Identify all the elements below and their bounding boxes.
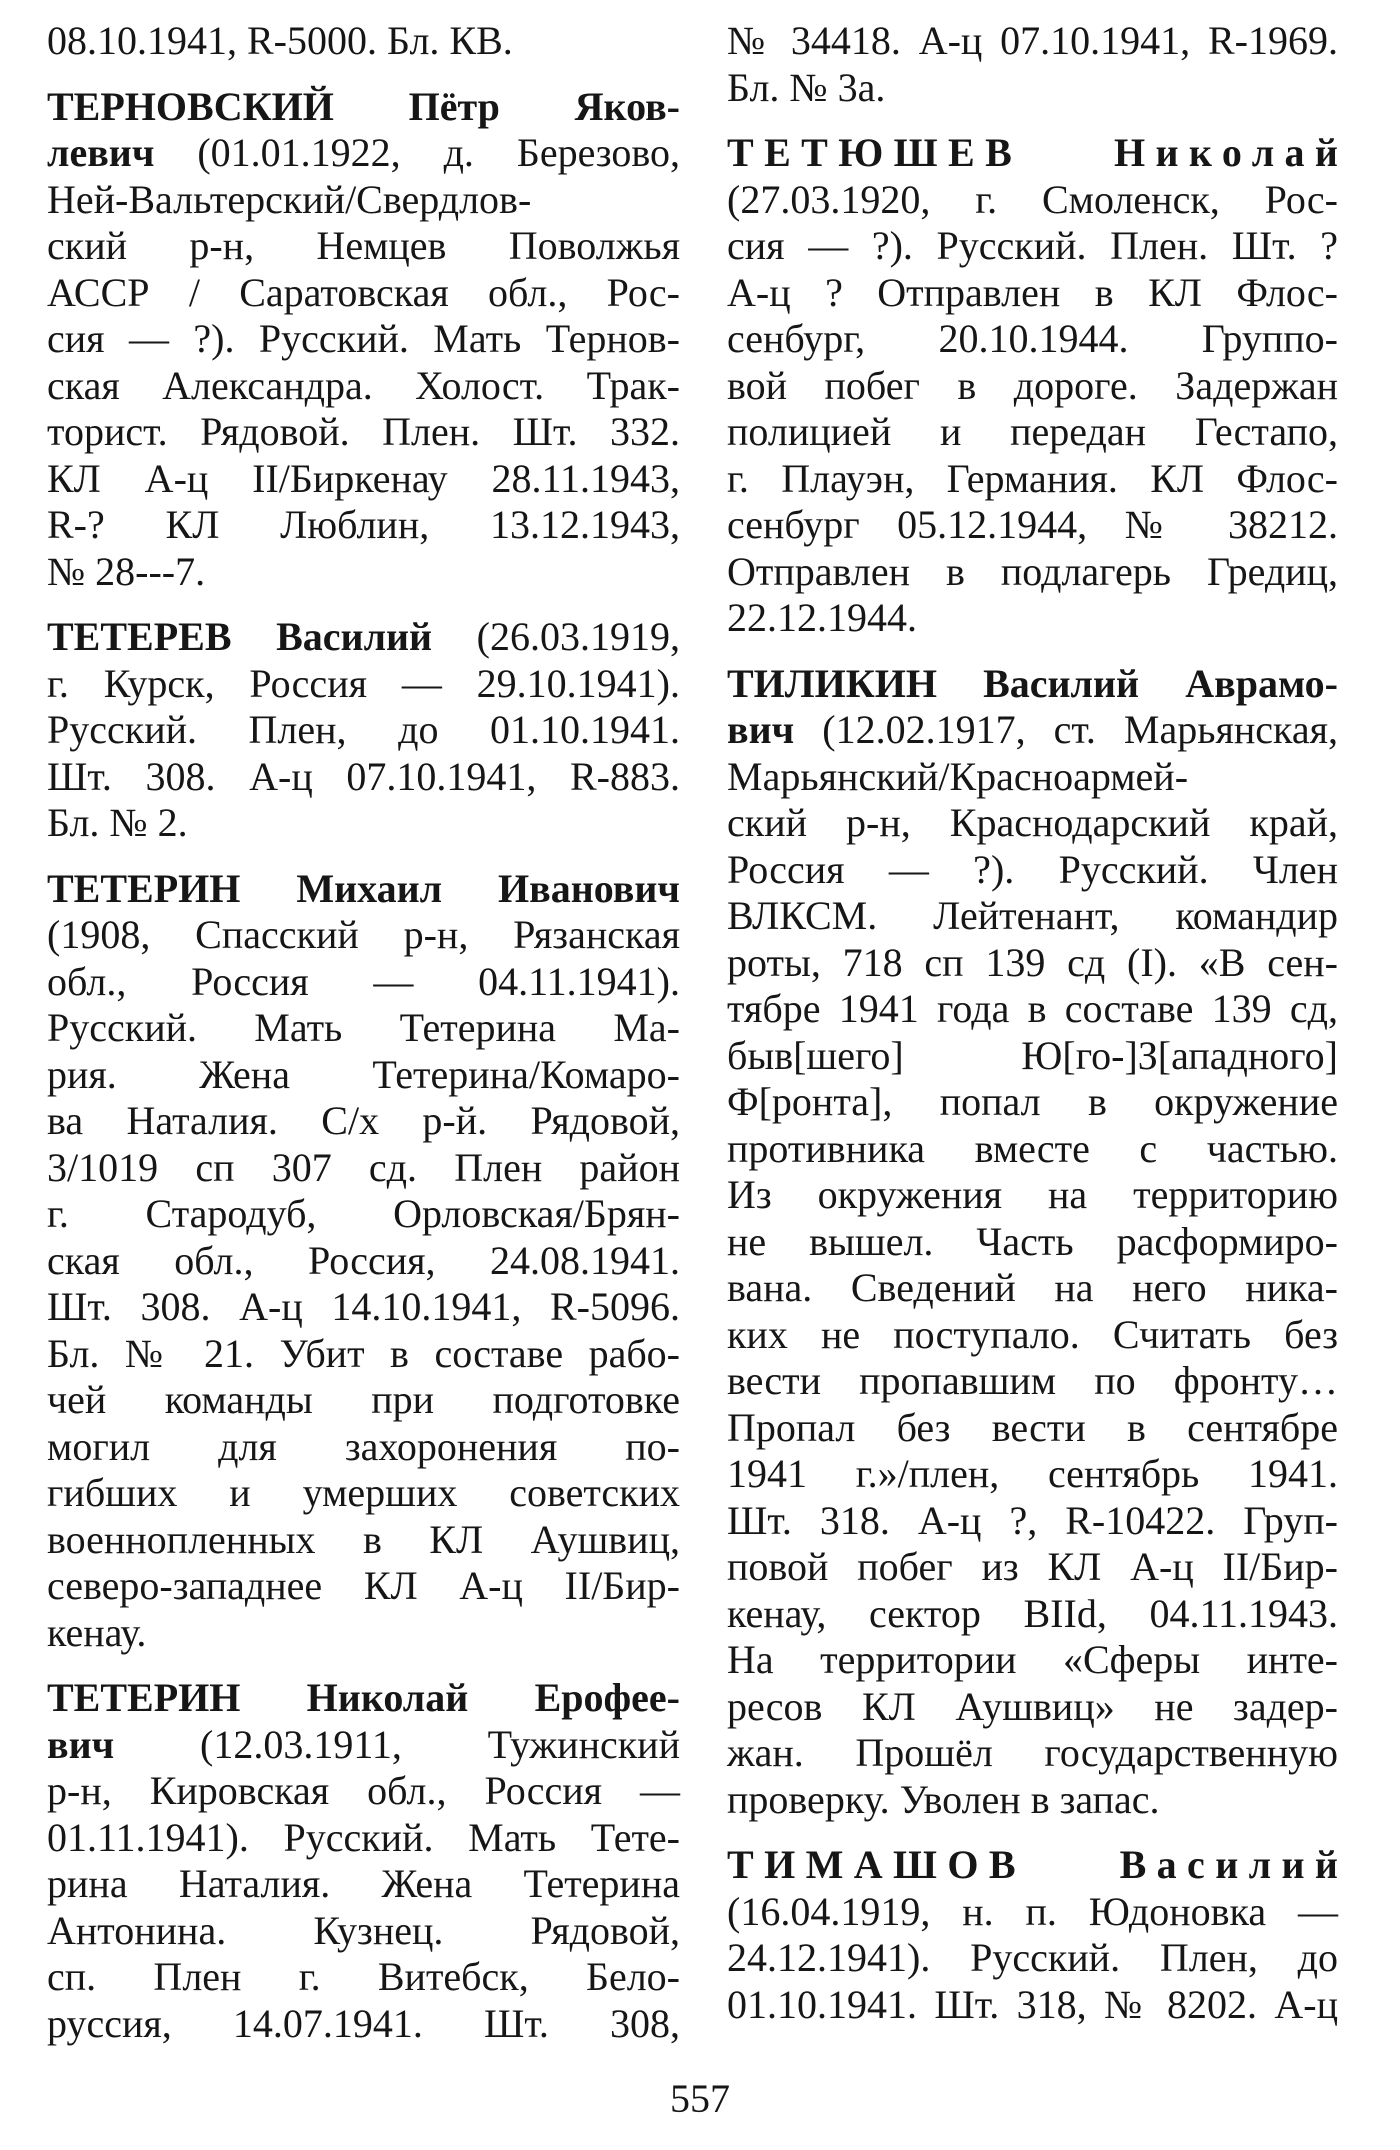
entry-line: КЛ А-ц II/Биркенау 28.11.1943,: [47, 455, 680, 501]
entry-line: Из окружения на территорию: [727, 1172, 1338, 1217]
dictionary-entry: [47, 614, 680, 847]
entry-line: северо-западнее КЛ А-ц II/Бир-: [47, 1563, 680, 1608]
entry-line: Пропал без вести в сентябре: [727, 1404, 1338, 1450]
entry-headword-line: [727, 1842, 1349, 1889]
entry-line: ТЕТЕРЕВ Василий (26.03.1919,: [47, 614, 680, 659]
entry-line: ская Александра. Холост. Трак-: [47, 362, 680, 408]
entry-line: тябре 1941 года в составе 139 сд,: [727, 986, 1338, 1031]
entry-line: противника вместе с частью.: [727, 1125, 1338, 1171]
entry-line: Марьянский/Красноармей-: [727, 753, 1189, 799]
entry-line: г. Стародуб, Орловская/Брян-: [47, 1191, 680, 1236]
entry-line: ТЕТЕРИН Михаил Иванович: [47, 865, 680, 911]
entry-line: ский р-н, Немцев Поволжья: [47, 223, 680, 268]
entry-line: АССР / Саратовская обл., Рос-: [47, 269, 680, 315]
entry-line: № 28---7.: [47, 548, 206, 594]
entry-line: обл., Россия — 04.11.1941).: [47, 958, 680, 1004]
entry-line: торист. Рядовой. Плен. Шт. 332.: [47, 409, 680, 454]
dictionary-entry: [47, 18, 680, 65]
entry-line: вана. Сведений на него ника-: [727, 1265, 1338, 1310]
column-left: [47, 18, 680, 2047]
entry-line: А-ц ? Отправлен в КЛ Флос-: [727, 269, 1338, 315]
entry-line: руссия, 14.07.1941. Шт. 308,: [47, 2000, 680, 2046]
entry-line: вести пропавшим по фронту…: [727, 1358, 1338, 1403]
headword-word: ТЕТЮШЕВ: [727, 130, 1023, 175]
entry-line: Бл. № 3а.: [727, 64, 886, 110]
entry-line: быв[шего] Ю[го-]З[ападного]: [727, 1032, 1338, 1078]
entry-line: сия — ?). Русский. Мать Тернов-: [47, 316, 680, 361]
entry-line: ТЕТЕРИН Николай Ерофее-: [47, 1675, 680, 1720]
dictionary-entry: [727, 130, 1349, 642]
entry-line: ВЛКСМ. Лейтенант, командир: [727, 893, 1338, 938]
entry-line: кенау, сектор BIId, 04.11.1943.: [727, 1590, 1338, 1636]
entry-line: жан. Прошёл государственную: [727, 1730, 1338, 1775]
entry-line: Русский. Мать Тетерина Ма-: [47, 1005, 680, 1050]
entry-line: Шт. 308. А-ц 07.10.1941, R-883.: [47, 753, 680, 799]
entry-line: 3/1019 сп 307 сд. Плен район: [47, 1144, 680, 1190]
entry-line: 24.12.1941). Русский. Плен, до: [727, 1935, 1338, 1980]
entry-line: 22.12.1944.: [727, 595, 917, 640]
entry-line: Бл. № 2.: [47, 800, 188, 845]
entry-line: На территории «Сферы инте-: [727, 1637, 1338, 1682]
dictionary-entry: [47, 84, 680, 596]
entry-line: сенбург 05.12.1944, № 38212.: [727, 502, 1338, 547]
entry-line: ская обл., Россия, 24.08.1941.: [47, 1237, 680, 1283]
entry-line: г. Плауэн, Германия. КЛ Флос-: [727, 455, 1338, 501]
entry-line: ресов КЛ Аушвиц» не задер-: [727, 1683, 1338, 1729]
entry-line: Русский. Плен, до 01.10.1941.: [47, 707, 680, 752]
entry-line: левич (01.01.1922, д. Березово,: [47, 130, 680, 175]
entry-line: R-? КЛ Люблин, 13.12.1943,: [47, 502, 680, 547]
entry-line: Россия — ?). Русский. Член: [727, 846, 1338, 892]
headword-word: Николай: [1113, 130, 1349, 175]
entry-line: не вышел. Часть расформиро-: [727, 1218, 1338, 1264]
entry-line: гибших и умерших советских: [47, 1470, 680, 1515]
dictionary-entry: [727, 18, 1338, 111]
dictionary-entry: [47, 1675, 680, 2047]
entry-line: ТИЛИКИН Василий Аврамо-: [727, 660, 1338, 706]
entry-line: сп. Плен г. Витебск, Бело-: [47, 1954, 680, 1999]
entry-line: 08.10.1941, R-5000. Бл. КВ.: [47, 18, 513, 63]
entry-line: Ф[ронта], попал в окружение: [727, 1079, 1338, 1124]
entry-line: рина Наталия. Жена Тетерина: [47, 1861, 680, 1906]
entry-line: вич (12.02.1917, ст. Марьянская,: [727, 707, 1338, 752]
entry-line: полицией и передан Гестапо,: [727, 409, 1338, 454]
entry-line: Шт. 308. А-ц 14.10.1941, R-5096.: [47, 1284, 680, 1329]
entry-line: (27.03.1920, г. Смоленск, Рос-: [727, 176, 1338, 222]
entry-line: Бл. № 21. Убит в составе рабо-: [47, 1330, 680, 1376]
headword-word: Василий: [1119, 1842, 1349, 1887]
entry-line: № 34418. А-ц 07.10.1941, R-1969.: [727, 18, 1338, 63]
page-number: 557: [670, 2076, 730, 2121]
entry-line: р-н, Кировская обл., Россия —: [47, 1768, 680, 1813]
entry-line: могил для захоронения по-: [47, 1423, 680, 1469]
entry-line: кенау.: [47, 1609, 147, 1655]
dictionary-entry: [727, 1842, 1349, 2028]
entry-line: роты, 718 сп 139 сд (I). «В сен-: [727, 939, 1338, 985]
entry-line: 01.11.1941). Русский. Мать Тете-: [47, 1814, 680, 1860]
entry-line: рия. Жена Тетерина/Комаро-: [47, 1051, 680, 1097]
entry-line: Отправлен в подлагерь Гредиц,: [727, 548, 1338, 594]
entry-line: ких не поступало. Считать без: [727, 1311, 1338, 1357]
entry-line: вой побег в дороге. Задержан: [727, 362, 1338, 408]
entry-line: военнопленных в КЛ Аушвиц,: [47, 1516, 680, 1562]
entry-line: Антонина. Кузнец. Рядовой,: [47, 1907, 680, 1953]
entry-line: Шт. 318. А-ц ?, R-10422. Груп-: [727, 1497, 1338, 1543]
entry-line: сия — ?). Русский. Плен. Шт. ?: [727, 223, 1338, 268]
entry-line: (1908, Спасский р-н, Рязанская: [47, 912, 680, 957]
dictionary-entry: [727, 661, 1338, 1824]
entry-line: сенбург, 20.10.1944. Группо-: [727, 316, 1338, 361]
entry-line: г. Курск, Россия — 29.10.1941).: [47, 660, 680, 706]
entry-line: 1941 г.»/плен, сентябрь 1941.: [727, 1451, 1338, 1496]
entry-line: ва Наталия. С/х р-й. Рядовой,: [47, 1098, 680, 1143]
entry-line: ский р-н, Краснодарский край,: [727, 800, 1338, 845]
dictionary-entry: [47, 866, 680, 1657]
entry-line: чей команды при подготовке: [47, 1377, 680, 1422]
entry-line: Ней-Вальтерский/Свердлов-: [47, 176, 532, 222]
entry-line: проверку. Уволен в запас.: [727, 1776, 1160, 1822]
column-right: [727, 18, 1349, 2028]
headword-word: ТИМАШОВ: [727, 1842, 1026, 1887]
entry-line: 01.10.1941. Шт. 318, № 8202. А-ц: [727, 1981, 1338, 2027]
entry-line: вич (12.03.1911, Тужинский: [47, 1721, 680, 1767]
entry-line: ТЕРНОВСКИЙ Пётр Яков-: [47, 83, 680, 129]
entry-line: повой побег из КЛ А-ц II/Бир-: [727, 1544, 1338, 1589]
entry-headword-line: [727, 130, 1349, 177]
entry-line: (16.04.1919, н. п. Юдоновка —: [727, 1888, 1338, 1934]
